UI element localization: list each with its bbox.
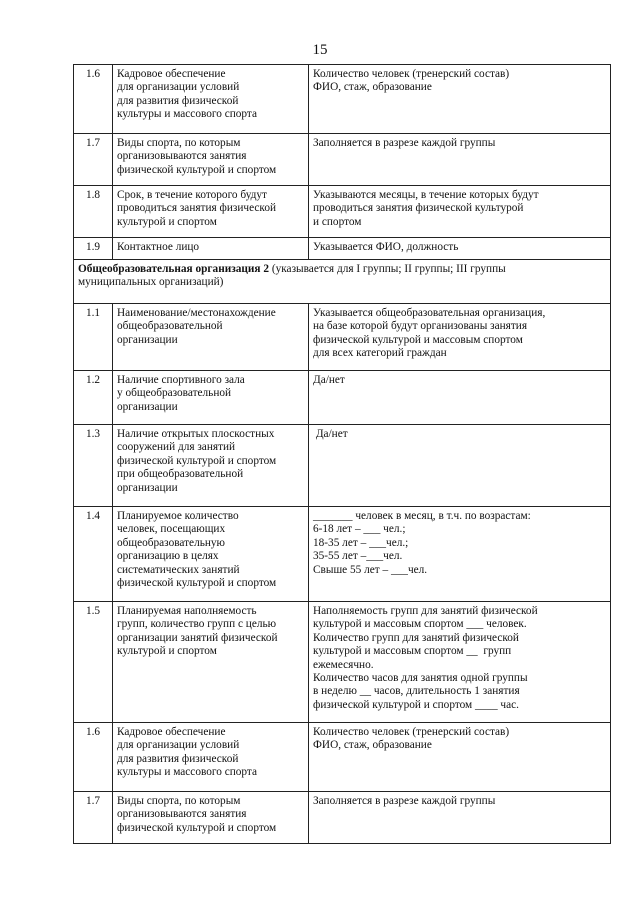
description-line: у общеобразовательной: [117, 387, 232, 400]
row-description: [113, 186, 309, 238]
value-line: Указывается ФИО, должность: [313, 241, 459, 253]
value-line: Количество групп для занятий физической: [313, 631, 519, 644]
description-line: организовываются занятия: [117, 150, 247, 163]
table-body-top: [74, 65, 611, 260]
description-line: Виды спорта, по которым: [117, 795, 241, 807]
description-line: для организации условий: [117, 81, 240, 94]
section-title: Общеобразовательная организация 2: [78, 263, 269, 275]
value-line: Да/нет: [313, 374, 345, 386]
table-row: [74, 507, 611, 602]
table-row: [74, 65, 611, 134]
description-line: физической культурой и спортом: [117, 577, 277, 590]
table-row: [74, 304, 611, 371]
row-description: [113, 507, 309, 602]
description-line: человек, посещающих: [117, 523, 226, 536]
row-number: 1.2: [74, 371, 113, 425]
row-description: [113, 792, 309, 844]
row-number: 1.6: [74, 723, 113, 792]
table-row: [74, 602, 611, 723]
description-line: культурой и спортом: [117, 645, 217, 658]
row-value: [309, 65, 611, 134]
section-header-body: [74, 260, 611, 304]
row-number: 1.3: [74, 425, 113, 507]
description-line: Планируемая наполняемость: [117, 605, 257, 617]
value-line: 6-18 лет – ___ чел.;: [313, 523, 406, 536]
row-description: [113, 425, 309, 507]
value-line: 18-35 лет – ___чел.;: [313, 536, 409, 549]
table-row: [74, 371, 611, 425]
table-row: [74, 186, 611, 238]
table-row: [74, 723, 611, 792]
value-line: Указываются месяцы, в течение которых будут: [313, 189, 539, 201]
row-value: [309, 304, 611, 371]
description-line: Наличие спортивного зала: [117, 374, 245, 386]
description-line: культуры и массового спорта: [117, 108, 257, 121]
description-line: Контактное лицо: [117, 241, 200, 253]
row-description: [113, 602, 309, 723]
description-line: общеобразовательной: [117, 320, 223, 333]
description-line: систематических занятий: [117, 563, 240, 576]
description-line: организацию в целях: [117, 550, 219, 563]
row-description: [113, 65, 309, 134]
row-description: [113, 134, 309, 186]
description-line: физической культурой и спортом: [117, 454, 277, 467]
table-row: [74, 425, 611, 507]
description-line: Планируемое количество: [117, 510, 239, 522]
row-number: 1.4: [74, 507, 113, 602]
description-line: для развития физической: [117, 752, 239, 765]
row-description: [113, 304, 309, 371]
section-note-line2: муниципальных организаций): [78, 276, 224, 289]
value-line: ФИО, стаж, образование: [313, 81, 432, 94]
value-line: культурой и массовым спортом ___ человек.: [313, 618, 527, 631]
page-number: 15: [312, 42, 328, 58]
value-line: Да/нет: [313, 428, 348, 440]
row-number: 1.9: [74, 238, 113, 260]
row-value: [309, 186, 611, 238]
row-value: [309, 602, 611, 723]
description-line: физической культурой и спортом: [117, 821, 277, 834]
value-line: проводиться занятия физической культурой: [313, 202, 524, 215]
value-line: физической культурой и спортом ____ час.: [313, 698, 519, 711]
row-number: 1.6: [74, 65, 113, 134]
row-value: [309, 238, 611, 260]
row-value: [309, 425, 611, 507]
description-line: организовываются занятия: [117, 808, 247, 821]
value-line: Количество человек (тренерский состав): [313, 68, 510, 80]
description-line: Кадровое обеспечение: [117, 726, 226, 738]
description-line: организации: [117, 400, 178, 413]
table-row: [74, 238, 611, 260]
value-line: для всех категорий граждан: [313, 347, 447, 360]
description-line: проводиться занятия физической: [117, 202, 277, 215]
table-row: [74, 792, 611, 844]
requirements-table: [73, 64, 611, 844]
description-line: Кадровое обеспечение: [117, 68, 226, 80]
value-line: _______ человек в месяц, в т.ч. по возрастам:: [313, 510, 531, 522]
description-line: при общеобразовательной: [117, 468, 244, 481]
description-line: организации: [117, 333, 178, 346]
value-line: Заполняется в разрезе каждой группы: [313, 795, 496, 807]
row-number: 1.7: [74, 134, 113, 186]
value-line: ФИО, стаж, образование: [313, 739, 432, 752]
description-line: сооружений для занятий: [117, 441, 236, 454]
value-line: Указывается общеобразовательная организация,: [313, 307, 546, 319]
description-line: Наименование/местонахождение: [117, 307, 276, 319]
value-line: на базе которой будут организованы занятия: [313, 320, 528, 333]
description-line: Наличие открытых плоскостных: [117, 428, 275, 440]
row-number: 1.1: [74, 304, 113, 371]
section-heading: [74, 260, 611, 304]
value-line: физической культурой и массовым спортом: [313, 333, 523, 346]
row-value: [309, 507, 611, 602]
description-line: культурой и спортом: [117, 215, 217, 228]
value-line: и спортом: [313, 215, 362, 228]
description-line: Срок, в течение которого будут: [117, 189, 267, 201]
description-line: для развития физической: [117, 94, 239, 107]
row-value: [309, 723, 611, 792]
table-body-bottom: [74, 304, 611, 844]
row-description: [113, 371, 309, 425]
row-description: [113, 723, 309, 792]
description-line: Виды спорта, по которым: [117, 137, 241, 149]
value-line: 35-55 лет –___чел.: [313, 550, 403, 563]
description-line: организации: [117, 481, 178, 494]
description-line: для организации условий: [117, 739, 240, 752]
row-number: 1.8: [74, 186, 113, 238]
value-line: ежемесячно.: [313, 658, 374, 671]
description-line: организации занятий физической: [117, 631, 278, 644]
value-line: в неделю __ часов, длительность 1 занятия: [313, 685, 520, 698]
section-row: [74, 260, 611, 304]
row-number: 1.5: [74, 602, 113, 723]
value-line: Заполняется в разрезе каждой группы: [313, 137, 496, 149]
row-number: 1.7: [74, 792, 113, 844]
value-line: Количество часов для занятия одной группы: [313, 672, 528, 685]
row-value: [309, 371, 611, 425]
description-line: культуры и массового спорта: [117, 766, 257, 779]
value-line: Свыше 55 лет – ___чел.: [313, 563, 428, 576]
value-line: Наполняемость групп для занятий физической: [313, 605, 538, 617]
section-note: (указывается для I группы; II группы; III группы: [269, 263, 506, 275]
row-value: [309, 134, 611, 186]
value-line: Количество человек (тренерский состав): [313, 726, 510, 738]
description-line: физической культурой и спортом: [117, 163, 277, 176]
table-row: [74, 134, 611, 186]
row-value: [309, 792, 611, 844]
description-line: групп, количество групп с целью: [117, 618, 277, 631]
description-line: общеобразовательную: [117, 536, 225, 549]
row-description: [113, 238, 309, 260]
value-line: культурой и массовым спортом __ групп: [313, 645, 512, 658]
